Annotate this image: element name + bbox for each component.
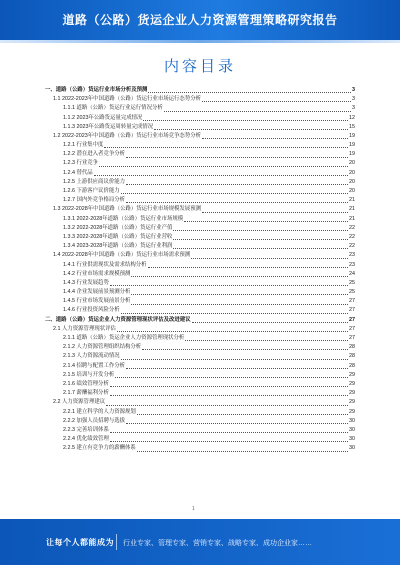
toc-entry-page: 19 — [349, 151, 355, 158]
toc-entry-label: 二、道路（公路）货运企业人力资源管理现状评估及改进建议 — [45, 316, 191, 323]
toc-leader-dots — [106, 405, 348, 406]
toc-leader-dots — [202, 138, 348, 139]
toc-leader-dots — [202, 212, 348, 213]
toc-leader-dots — [137, 414, 348, 415]
toc-entry-label: 1.4.4 企业发展前景预测分析 — [63, 289, 131, 296]
toc-entry-page: 28 — [349, 353, 355, 360]
toc-leader-dots — [117, 331, 348, 332]
toc-entry-page: 29 — [349, 399, 355, 406]
toc-entry-page: 29 — [349, 390, 355, 397]
toc-leader-dots — [110, 386, 348, 387]
toc-entry-page: 27 — [349, 298, 355, 305]
toc-leader-dots — [131, 294, 348, 295]
toc-entry-page: 27 — [349, 316, 355, 323]
toc-entry-label: 1.2 2022-2023年中国道路（公路）货运行业市场竞争态势分析 — [53, 132, 201, 139]
toc-leader-dots — [99, 166, 348, 167]
page-number: 1 — [192, 506, 195, 512]
toc-entry[interactable] — [45, 270, 355, 279]
toc-leader-dots — [126, 368, 348, 369]
toc-entry[interactable] — [45, 435, 355, 444]
toc-entry-page: 20 — [349, 160, 355, 167]
toc-entry[interactable] — [45, 169, 355, 178]
toc-entry-page: 19 — [349, 142, 355, 149]
toc-entry-page: 21 — [349, 197, 355, 204]
toc-entry-label: 2.2.3 完善培训体系 — [63, 426, 109, 433]
toc-entry-page: 27 — [349, 307, 355, 314]
toc-entry-label: 2.1.4 招聘与配置工作分析 — [63, 362, 126, 369]
toc-entry-page: 24 — [349, 270, 355, 277]
toc-entry-label: 1.2.2 潜在进入者竞争分析 — [63, 151, 126, 158]
toc-entry-label: 2.2.1 建立科学的人力资源规划 — [63, 408, 136, 415]
footer-divider — [116, 534, 117, 550]
toc-entry-page: 27 — [349, 335, 355, 342]
toc-leader-dots — [126, 202, 348, 203]
toc-entry-page: 19 — [349, 132, 355, 139]
toc-entry[interactable] — [45, 316, 355, 325]
toc-leader-dots — [126, 184, 348, 185]
toc-entry[interactable] — [45, 261, 355, 270]
toc-leader-dots — [164, 111, 351, 112]
toc-entry[interactable] — [45, 408, 355, 417]
toc-entry-page: 25 — [349, 289, 355, 296]
toc-entry-page: 23 — [349, 252, 355, 259]
toc-entry-page: 30 — [349, 426, 355, 433]
header-band — [0, 0, 400, 40]
toc-entry-label: 1.2.7 国内外竞争格局分析 — [63, 197, 126, 204]
toc-entry[interactable] — [45, 205, 355, 214]
toc-entry-page: 15 — [349, 123, 355, 130]
toc-entry[interactable] — [45, 297, 355, 306]
toc-leader-dots — [110, 441, 348, 442]
toc-entry[interactable] — [45, 334, 355, 343]
toc-leader-dots — [110, 285, 348, 286]
toc-entry[interactable] — [45, 224, 355, 233]
report-title: 道路（公路）货运企业人力资源管理策略研究报告 — [62, 13, 338, 27]
toc-entry-page: 30 — [349, 417, 355, 424]
toc-leader-dots — [137, 451, 348, 452]
toc-entry-page: 29 — [349, 380, 355, 387]
toc-entry-page: 12 — [349, 114, 355, 121]
toc-entry-label: 2.2.4 优化绩效管理 — [63, 436, 109, 443]
toc-entry[interactable] — [45, 444, 355, 453]
toc-entry-label: 2.2.2 加强人员招聘与选拔 — [63, 417, 126, 424]
toc-entry[interactable] — [45, 187, 355, 196]
toc-leader-dots — [110, 432, 348, 433]
toc-leader-dots — [126, 423, 348, 424]
toc-entry-label: 1.4.5 行业市场发展前景分析 — [63, 298, 131, 305]
toc-entry[interactable] — [45, 233, 355, 242]
toc-leader-dots — [94, 175, 348, 176]
toc-entry[interactable] — [45, 132, 355, 141]
toc-leader-dots — [121, 359, 348, 360]
toc-entry[interactable] — [45, 371, 355, 380]
toc-entry-label: 1.2.4 替代品 — [63, 169, 93, 176]
toc-entry-label: 1.4.3 行业发展趋势 — [63, 279, 109, 286]
toc-entry-page: 30 — [349, 445, 355, 452]
toc-entry-page: 22 — [349, 224, 355, 231]
toc-entry[interactable] — [45, 141, 355, 150]
toc-entry-page: 27 — [349, 325, 355, 332]
toc-leader-dots — [192, 322, 348, 323]
toc-entry-page: 20 — [349, 188, 355, 195]
toc-entry-page: 29 — [349, 371, 355, 378]
toc-leader-dots — [185, 340, 348, 341]
toc-heading: 内容目录 — [163, 58, 236, 75]
toc-entry[interactable] — [45, 398, 355, 407]
toc-entry[interactable] — [45, 362, 355, 371]
toc-entry-label: 1.4.1 行业供需现状及需求结构分析 — [63, 261, 147, 268]
toc-entry[interactable] — [45, 95, 355, 104]
toc-entry-label: 1.3.2 2022-2028年道路（公路）货运行业产值 — [63, 224, 173, 231]
toc-entry-page: 25 — [349, 279, 355, 286]
toc-entry-label: 1.4.2 行业市场需求规模预测 — [63, 270, 131, 277]
toc-leader-dots — [173, 230, 348, 231]
toc-entry-label: 1.2.5 上游供应商议价能力 — [63, 178, 126, 185]
toc-leader-dots — [173, 248, 348, 249]
toc-entry[interactable] — [45, 160, 355, 169]
toc-entry[interactable] — [45, 178, 355, 187]
toc-entry[interactable] — [45, 104, 355, 113]
footer-slogan-left: 让每个人都能成为 — [46, 538, 114, 547]
toc-entry-label: 1.1.2 2023年公路货运量完成情况 — [63, 114, 143, 121]
toc-entry-label: 2.1 人力资源管理现状评估 — [53, 325, 116, 332]
toc-entry[interactable] — [45, 325, 355, 334]
toc-entry[interactable] — [45, 123, 355, 132]
toc-entry[interactable] — [45, 417, 355, 426]
toc-leader-dots — [142, 349, 348, 350]
toc-leader-dots — [110, 395, 348, 396]
toc-entry-page: 30 — [349, 436, 355, 443]
toc-entry[interactable] — [45, 343, 355, 352]
toc-entry-page: 21 — [349, 215, 355, 222]
toc-leader-dots — [202, 101, 351, 102]
toc-entry-page: 3 — [352, 96, 355, 103]
toc-entry[interactable] — [45, 215, 355, 224]
toc-entry[interactable] — [45, 426, 355, 435]
toc-entry-label: 1.3 2022-2028年中国道路（公路）货运行业市场规模发展预测 — [53, 206, 201, 213]
toc-entry-label: 1.4.6 行业投资风险分析 — [63, 307, 120, 314]
toc-leader-dots — [191, 258, 348, 259]
toc-entry-label: 2.1.6 绩效管理分析 — [63, 380, 109, 387]
toc-leader-dots — [148, 267, 348, 268]
toc-entry-page: 21 — [349, 206, 355, 213]
toc-entry-label: 2.2 人力资源管理建议 — [53, 399, 106, 406]
footer-slogan-right: 行业专家、管理专家、营销专家、战略专家、成功企业家…… — [123, 540, 312, 547]
toc-entry[interactable] — [45, 114, 355, 123]
toc-entry[interactable] — [45, 389, 355, 398]
toc-entry-label: 2.1.3 人力资源流动情况 — [63, 353, 120, 360]
toc-entry[interactable] — [45, 352, 355, 361]
toc-entry-page: 22 — [349, 233, 355, 240]
toc-entry-label: 2.1.7 薪酬福利分析 — [63, 390, 109, 397]
toc-leader-dots — [148, 92, 351, 93]
toc-entry-label: 1.2.1 行业集中度 — [63, 142, 104, 149]
toc-leader-dots — [121, 193, 348, 194]
toc-leader-dots — [126, 157, 348, 158]
toc-leader-dots — [143, 120, 348, 121]
toc-leader-dots — [184, 221, 348, 222]
toc-leader-dots — [115, 377, 348, 378]
toc-entry-label: 2.1.1 道路（公路）货运企业人力资源管理现状分析 — [63, 335, 185, 342]
toc-leader-dots — [154, 129, 348, 130]
toc-entry-page: 28 — [349, 344, 355, 351]
toc-entry[interactable] — [45, 196, 355, 205]
toc-leader-dots — [121, 313, 348, 314]
toc-entry-page: 3 — [352, 86, 355, 93]
toc-entry[interactable] — [45, 288, 355, 297]
toc-leader-dots — [104, 147, 348, 148]
toc-entry[interactable] — [45, 380, 355, 389]
toc-entry-label: 1.4 2022-2028年中国道路（公路）货运行业市场需求预测 — [53, 252, 191, 259]
toc-leader-dots — [173, 239, 348, 240]
toc-entry-label: 1.3.1 2022-2028年道路（公路）货运行业市场规模 — [63, 215, 184, 222]
toc-entry-label: 2.2.5 建立有竞争力的薪酬体系 — [63, 445, 136, 452]
footer-band — [0, 519, 400, 565]
toc-entry-label: 1.1.3 2023年公路货运周转量完成情况 — [63, 123, 154, 130]
toc-entry-page: 20 — [349, 169, 355, 176]
toc-entry-label: 1.1.1 道路（公路）货运行业运行情况分析 — [63, 105, 163, 112]
toc-entry-page: 23 — [349, 261, 355, 268]
toc-entry-label: 2.1.2 人力资源管理组织结构分析 — [63, 344, 142, 351]
toc-entry-page: 20 — [349, 178, 355, 185]
toc-list — [45, 86, 355, 454]
toc-leader-dots — [131, 304, 348, 305]
toc-entry-label: 1.2.6 下游客户议价能力 — [63, 188, 120, 195]
toc-entry[interactable] — [45, 307, 355, 316]
toc-entry-label: 2.1.5 培训与开发分析 — [63, 371, 115, 378]
toc-entry-label: 1.2.3 行业竞争 — [63, 160, 99, 167]
toc-leader-dots — [131, 276, 348, 277]
toc-entry-label: 1.3.3 2022-2028年道路（公路）货运行业营收 — [63, 233, 173, 240]
toc-entry-page: 22 — [349, 243, 355, 250]
toc-entry[interactable] — [45, 279, 355, 288]
toc-entry-label: 一、道路（公路）货运行业市场分析及预测 — [45, 86, 148, 93]
toc-entry-page: 3 — [352, 105, 355, 112]
toc-entry-label: 1.3.4 2023-2028年道路（公路）货运行业利润 — [63, 243, 173, 250]
toc-entry[interactable] — [45, 242, 355, 251]
toc-entry-label: 1.1 2022-2023年中国道路（公路）货运行业市场运行态势分析 — [53, 96, 201, 103]
toc-entry-page: 29 — [349, 408, 355, 415]
toc-entry-page: 28 — [349, 362, 355, 369]
toc-entry[interactable] — [45, 251, 355, 260]
toc-entry[interactable] — [45, 150, 355, 159]
toc-entry[interactable] — [45, 86, 355, 95]
